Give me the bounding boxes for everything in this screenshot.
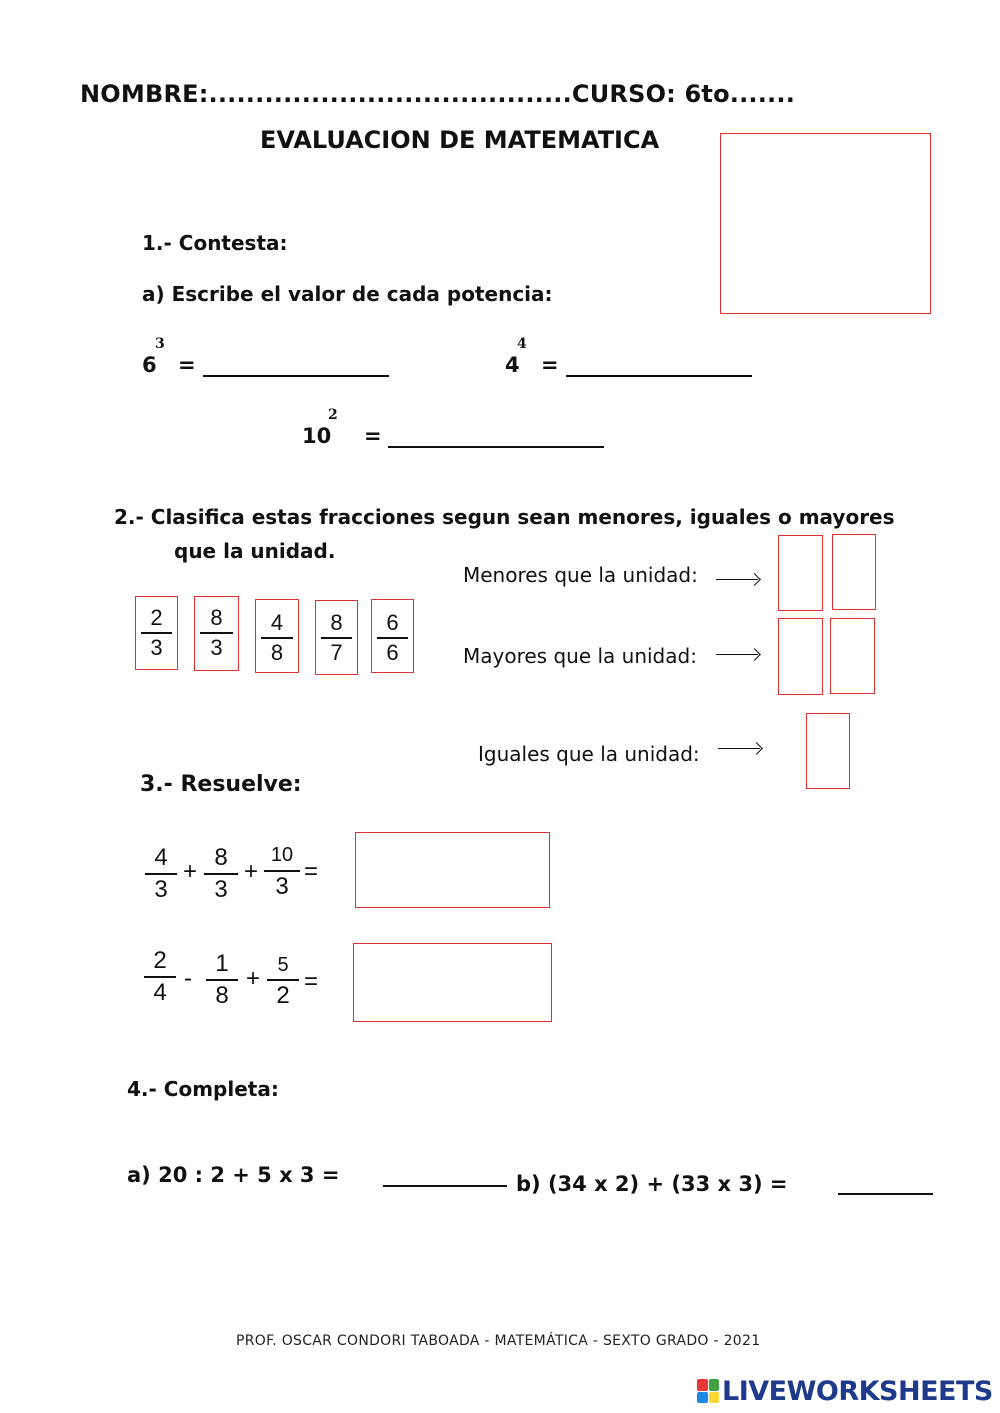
q2-heading-line1: 2.- Clasifica estas fracciones segun sean menores, iguales o mayores [114, 505, 895, 529]
page-title: EVALUACION DE MATEMATICA [260, 126, 660, 154]
plus-sign: + [244, 858, 259, 885]
equals-sign: = [178, 353, 196, 377]
denominator: 3 [150, 635, 163, 660]
logo-tile [697, 1392, 708, 1404]
fraction-bar [145, 873, 177, 875]
equals-sign: = [304, 968, 319, 995]
denominator: 3 [275, 873, 289, 900]
drop-box-iguales[interactable] [806, 713, 850, 789]
numerator: 2 [150, 605, 163, 630]
fraction-bar [264, 870, 300, 872]
plus-sign: + [183, 858, 198, 885]
logo-tile [709, 1392, 720, 1404]
numerator: 5 [277, 954, 289, 976]
liveworksheets-logo [697, 1376, 993, 1406]
power-base: 10 [302, 424, 332, 448]
q4-item-a: a) 20 : 2 + 5 x 3 = [127, 1163, 340, 1187]
q2-heading-line2: que la unidad. [174, 539, 336, 563]
equals-sign: = [364, 424, 382, 448]
power-exponent: 2 [328, 407, 338, 423]
fraction-bar [141, 632, 172, 634]
fraction [206, 952, 238, 1008]
denominator: 7 [330, 640, 343, 665]
label-iguales: Iguales que la unidad: [478, 742, 700, 766]
drop-box-menores-2[interactable] [832, 534, 876, 610]
fraction [144, 949, 176, 1005]
arrow-right-icon [716, 649, 760, 661]
label-mayores: Mayores que la unidad: [463, 644, 697, 668]
logo-tile [709, 1379, 720, 1391]
denominator: 3 [154, 876, 168, 903]
denominator: 6 [386, 640, 399, 665]
answer-line-power-2[interactable] [566, 375, 752, 377]
name-course-line: NOMBRE:.......................................CURSO: 6to....... [80, 80, 796, 108]
denominator: 4 [153, 979, 167, 1006]
logo-tile [697, 1379, 708, 1391]
logo-text: LIVEWORKSHEETS [722, 1375, 993, 1407]
arrow-right-icon [716, 574, 760, 586]
logo-mark-icon [697, 1379, 719, 1403]
power-exponent: 3 [155, 336, 165, 352]
numerator: 10 [270, 844, 294, 866]
equals-sign: = [541, 353, 559, 377]
drop-box-mayores-2[interactable] [830, 618, 875, 694]
q1-subheading: a) Escribe el valor de cada potencia: [142, 282, 553, 306]
fraction-bar [321, 637, 352, 639]
denominator: 8 [215, 982, 229, 1009]
denominator: 3 [210, 635, 223, 660]
numerator: 6 [386, 610, 399, 635]
fraction [135, 607, 178, 659]
answer-line-q4-b[interactable] [838, 1193, 933, 1195]
fraction-bar [204, 873, 238, 875]
numerator: 8 [210, 605, 223, 630]
answer-box-expression-2[interactable] [353, 943, 552, 1022]
denominator: 8 [270, 640, 284, 665]
power-exponent: 4 [517, 336, 527, 352]
fraction [194, 607, 239, 659]
answer-box-expression-1[interactable] [355, 832, 550, 908]
fraction [204, 846, 238, 902]
fraction [315, 612, 358, 664]
fraction-bar [267, 979, 299, 981]
numerator: 8 [330, 610, 343, 635]
numerator: 8 [214, 844, 228, 871]
answer-line-q4-a[interactable] [383, 1185, 507, 1187]
fraction [267, 955, 299, 1008]
power-base: 6 [142, 353, 157, 377]
grade-box[interactable] [720, 133, 931, 314]
answer-line-power-1[interactable] [203, 375, 389, 377]
q4-heading: 4.- Completa: [127, 1077, 279, 1101]
fraction [264, 845, 300, 899]
drop-box-menores-1[interactable] [778, 535, 823, 611]
label-menores: Menores que la unidad: [463, 563, 698, 587]
denominator: 3 [214, 876, 228, 903]
numerator: 2 [153, 947, 167, 974]
q3-heading: 3.- Resuelve: [140, 772, 302, 797]
fraction-bar [261, 637, 293, 639]
equals-sign: = [304, 858, 319, 885]
fraction-bar [200, 632, 233, 634]
answer-line-power-3[interactable] [388, 446, 604, 448]
fraction-bar [206, 979, 238, 981]
fraction-bar [144, 976, 176, 978]
drop-box-mayores-1[interactable] [778, 618, 823, 695]
fraction-bar [377, 637, 408, 639]
minus-sign: - [184, 965, 192, 992]
fraction [371, 612, 414, 664]
denominator: 2 [276, 982, 290, 1009]
q1-heading: 1.- Contesta: [142, 231, 288, 255]
q4-item-b: b) (34 x 2) + (33 x 3) = [516, 1172, 788, 1196]
fraction [255, 612, 299, 664]
numerator: 4 [154, 844, 168, 871]
numerator: 4 [270, 610, 284, 635]
footer-credit: PROF. OSCAR CONDORI TABOADA - MATEMÁTICA - SEXTO GRADO - 2021 [236, 1333, 761, 1349]
arrow-right-icon [718, 743, 762, 755]
plus-sign: + [246, 965, 261, 992]
numerator: 1 [215, 950, 229, 977]
power-base: 4 [505, 353, 520, 377]
fraction [145, 846, 177, 902]
